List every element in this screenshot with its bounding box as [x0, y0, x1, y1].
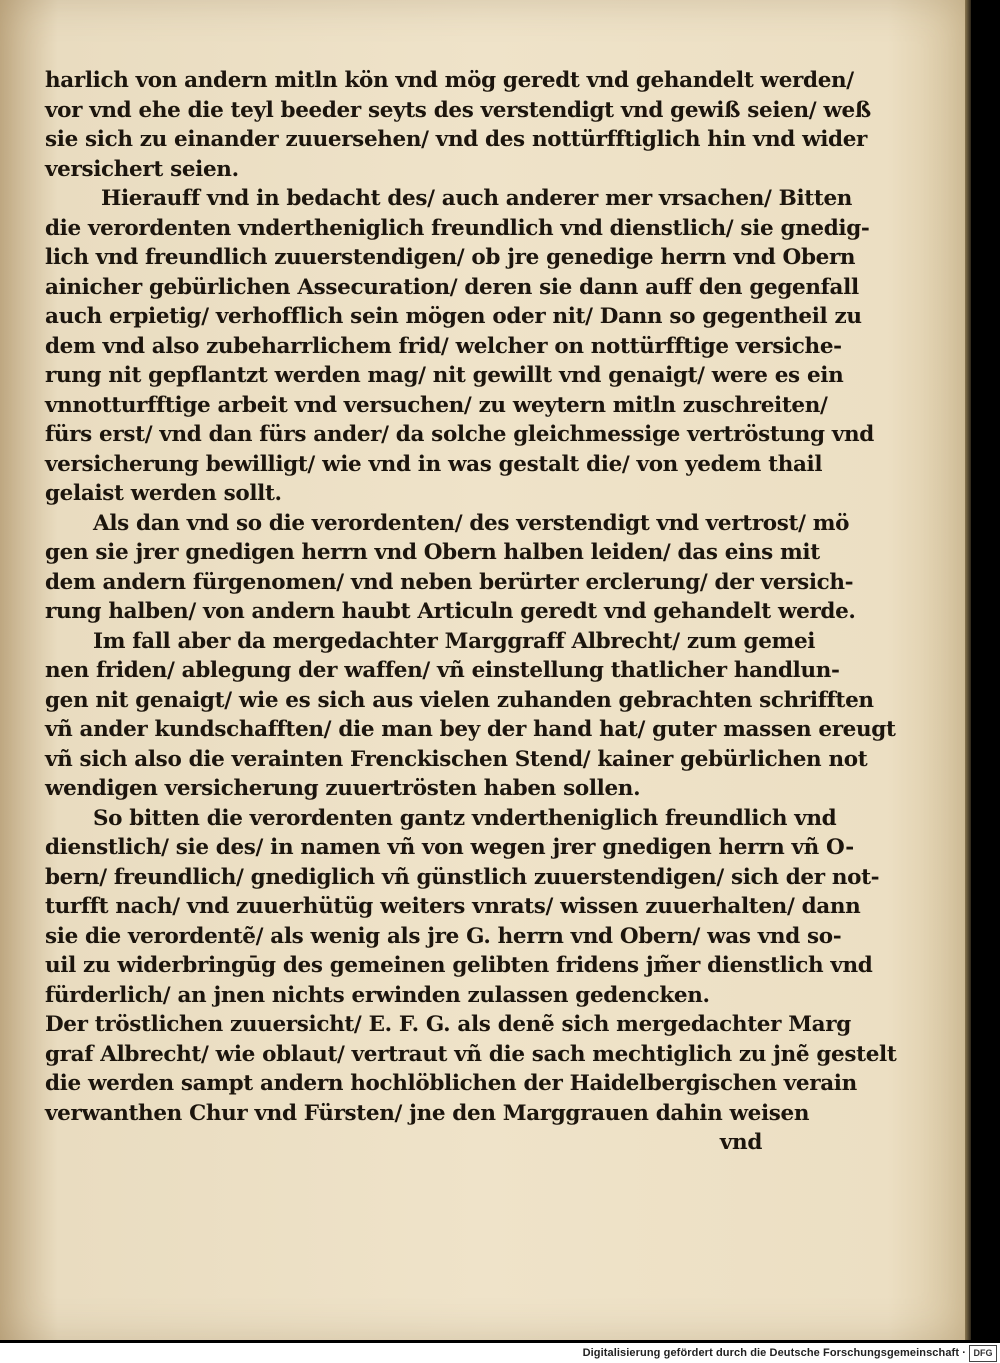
- text-line: Der tröstlichen zuuersicht/ E. F. G. als denẽ sich mergedachter Marg: [45, 1012, 851, 1037]
- text-line: vnnotturfftige arbeit vnd versuchen/ zu weytern mitln zuschreiten/: [45, 392, 828, 418]
- text-line: rung nit gepflantzt werden mag/ nit gewillt vnd genaigt/ were es ein: [45, 363, 844, 388]
- text-line: vñ sich also die verainten Frenckischen Stend/ kainer gebürlichen not: [45, 746, 868, 772]
- text-line: lich vnd freundlich zuuerstendigen/ ob jre genedige herrn vnd Obern: [45, 245, 856, 270]
- text-line: gen nit genaigt/ wie es sich aus vielen zuhanden gebrachten schrifften: [45, 687, 874, 713]
- text-line: Im fall aber da mergedachter Marggraff Albrecht/ zum gemei: [93, 628, 816, 654]
- text-line: wendigen versicherung zuuertrösten haben sollen.: [45, 776, 641, 801]
- text-line: fürderlich/ an jnen nichts erwinden zulassen gedencken.: [45, 982, 710, 1008]
- text-line: vñ ander kundschafften/ die man bey der hand hat/ guter massen ereugt: [45, 717, 896, 742]
- text-line: sie sich zu einander zuuersehen/ vnd des nottürfftiglich hin vnd wider: [45, 127, 868, 152]
- text-line: die werden sampt andern hochlöblichen der Haidelbergischen verain: [45, 1071, 857, 1096]
- funding-credit: Digitalisierung gefördert durch die Deutsche Forschungsgemeinschaft ·: [582, 1347, 966, 1359]
- text-line: verwanthen Chur vnd Fürsten/ jne den Marggrauen dahin weisen: [45, 1100, 810, 1126]
- text-line: sie die verordentẽ/ als wenig als jre G. herrn vnd Obern/ was vnd so-: [45, 923, 842, 949]
- text-line: dienstlich/ sie des/ in namen vñ von wegen jrer gnedigen herrn vñ O-: [45, 835, 854, 860]
- text-line: die verordenten vndertheniglich freundlich vnd dienstlich/ sie gnedig-: [45, 215, 870, 241]
- catchword: vnd: [719, 1130, 762, 1155]
- text-line: bern/ freundlich/ gnediglich vñ günstlich zuuerstendigen/ sich der not-: [45, 864, 880, 890]
- footer-bar: [0, 1343, 1000, 1363]
- text-line: So bitten die verordenten gantz vndertheniglich freundlich vnd: [93, 805, 837, 831]
- text-line: versicherung bewilligt/ wie vnd in was gestalt die/ von yedem thail: [45, 451, 823, 477]
- text-line: fürs erst/ vnd dan fürs ander/ da solche gleichmessige vertröstung vnd: [45, 422, 874, 447]
- text-line: Hierauff vnd in bedacht des/ auch anderer mer vrsachen/ Bitten: [101, 186, 853, 211]
- text-line: auch erpietig/ verhofflich sein mögen oder nit/ Dann so gegentheil zu: [45, 304, 862, 329]
- text-line: graf Albrecht/ wie oblaut/ vertraut vñ die sach mechtiglich zu jnẽ gestelt: [45, 1041, 897, 1067]
- text-line: dem andern fürgenomen/ vnd neben berürter erclerung/ der versich-: [45, 569, 854, 595]
- text-line: gen sie jrer gnedigen herrn vnd Obern halben leiden/ das eins mit: [45, 540, 820, 565]
- page-edge: [965, 0, 971, 1340]
- text-line: turfft nach/ vnd zuuerhütüg weiters vnrats/ wissen zuuerhalten/ dann: [45, 894, 861, 919]
- text-line: nen friden/ ablegung der waffen/ vñ einstellung thatlicher handlun-: [45, 658, 840, 683]
- text-line: vor vnd ehe die teyl beeder seyts des verstendigt vnd gewiß seien/ weß: [45, 97, 871, 123]
- text-line: versichert seien.: [45, 156, 239, 182]
- text-line: dem vnd also zubeharrlichem frid/ welcher on nottürfftige versiche-: [45, 333, 842, 359]
- text-line: harlich von andern mitln kön vnd mög geredt vnd gehandelt werden/: [45, 68, 854, 93]
- dfg-logo-icon: DFG: [969, 1345, 997, 1362]
- text-line: rung halben/ von andern haubt Articuln geredt vnd gehandelt werde.: [45, 599, 856, 624]
- page-text: [45, 66, 897, 1158]
- text-line: Als dan vnd so die verordenten/ des verstendigt vnd vertrost/ mö: [93, 510, 850, 536]
- text-line: uil zu widerbringūg des gemeinen gelibten fridens jm̃er dienstlich vnd: [45, 953, 873, 978]
- text-line: ainicher gebürlichen Assecuration/ deren sie dann auff den gegenfall: [45, 274, 859, 300]
- text-line: gelaist werden sollt.: [45, 481, 282, 506]
